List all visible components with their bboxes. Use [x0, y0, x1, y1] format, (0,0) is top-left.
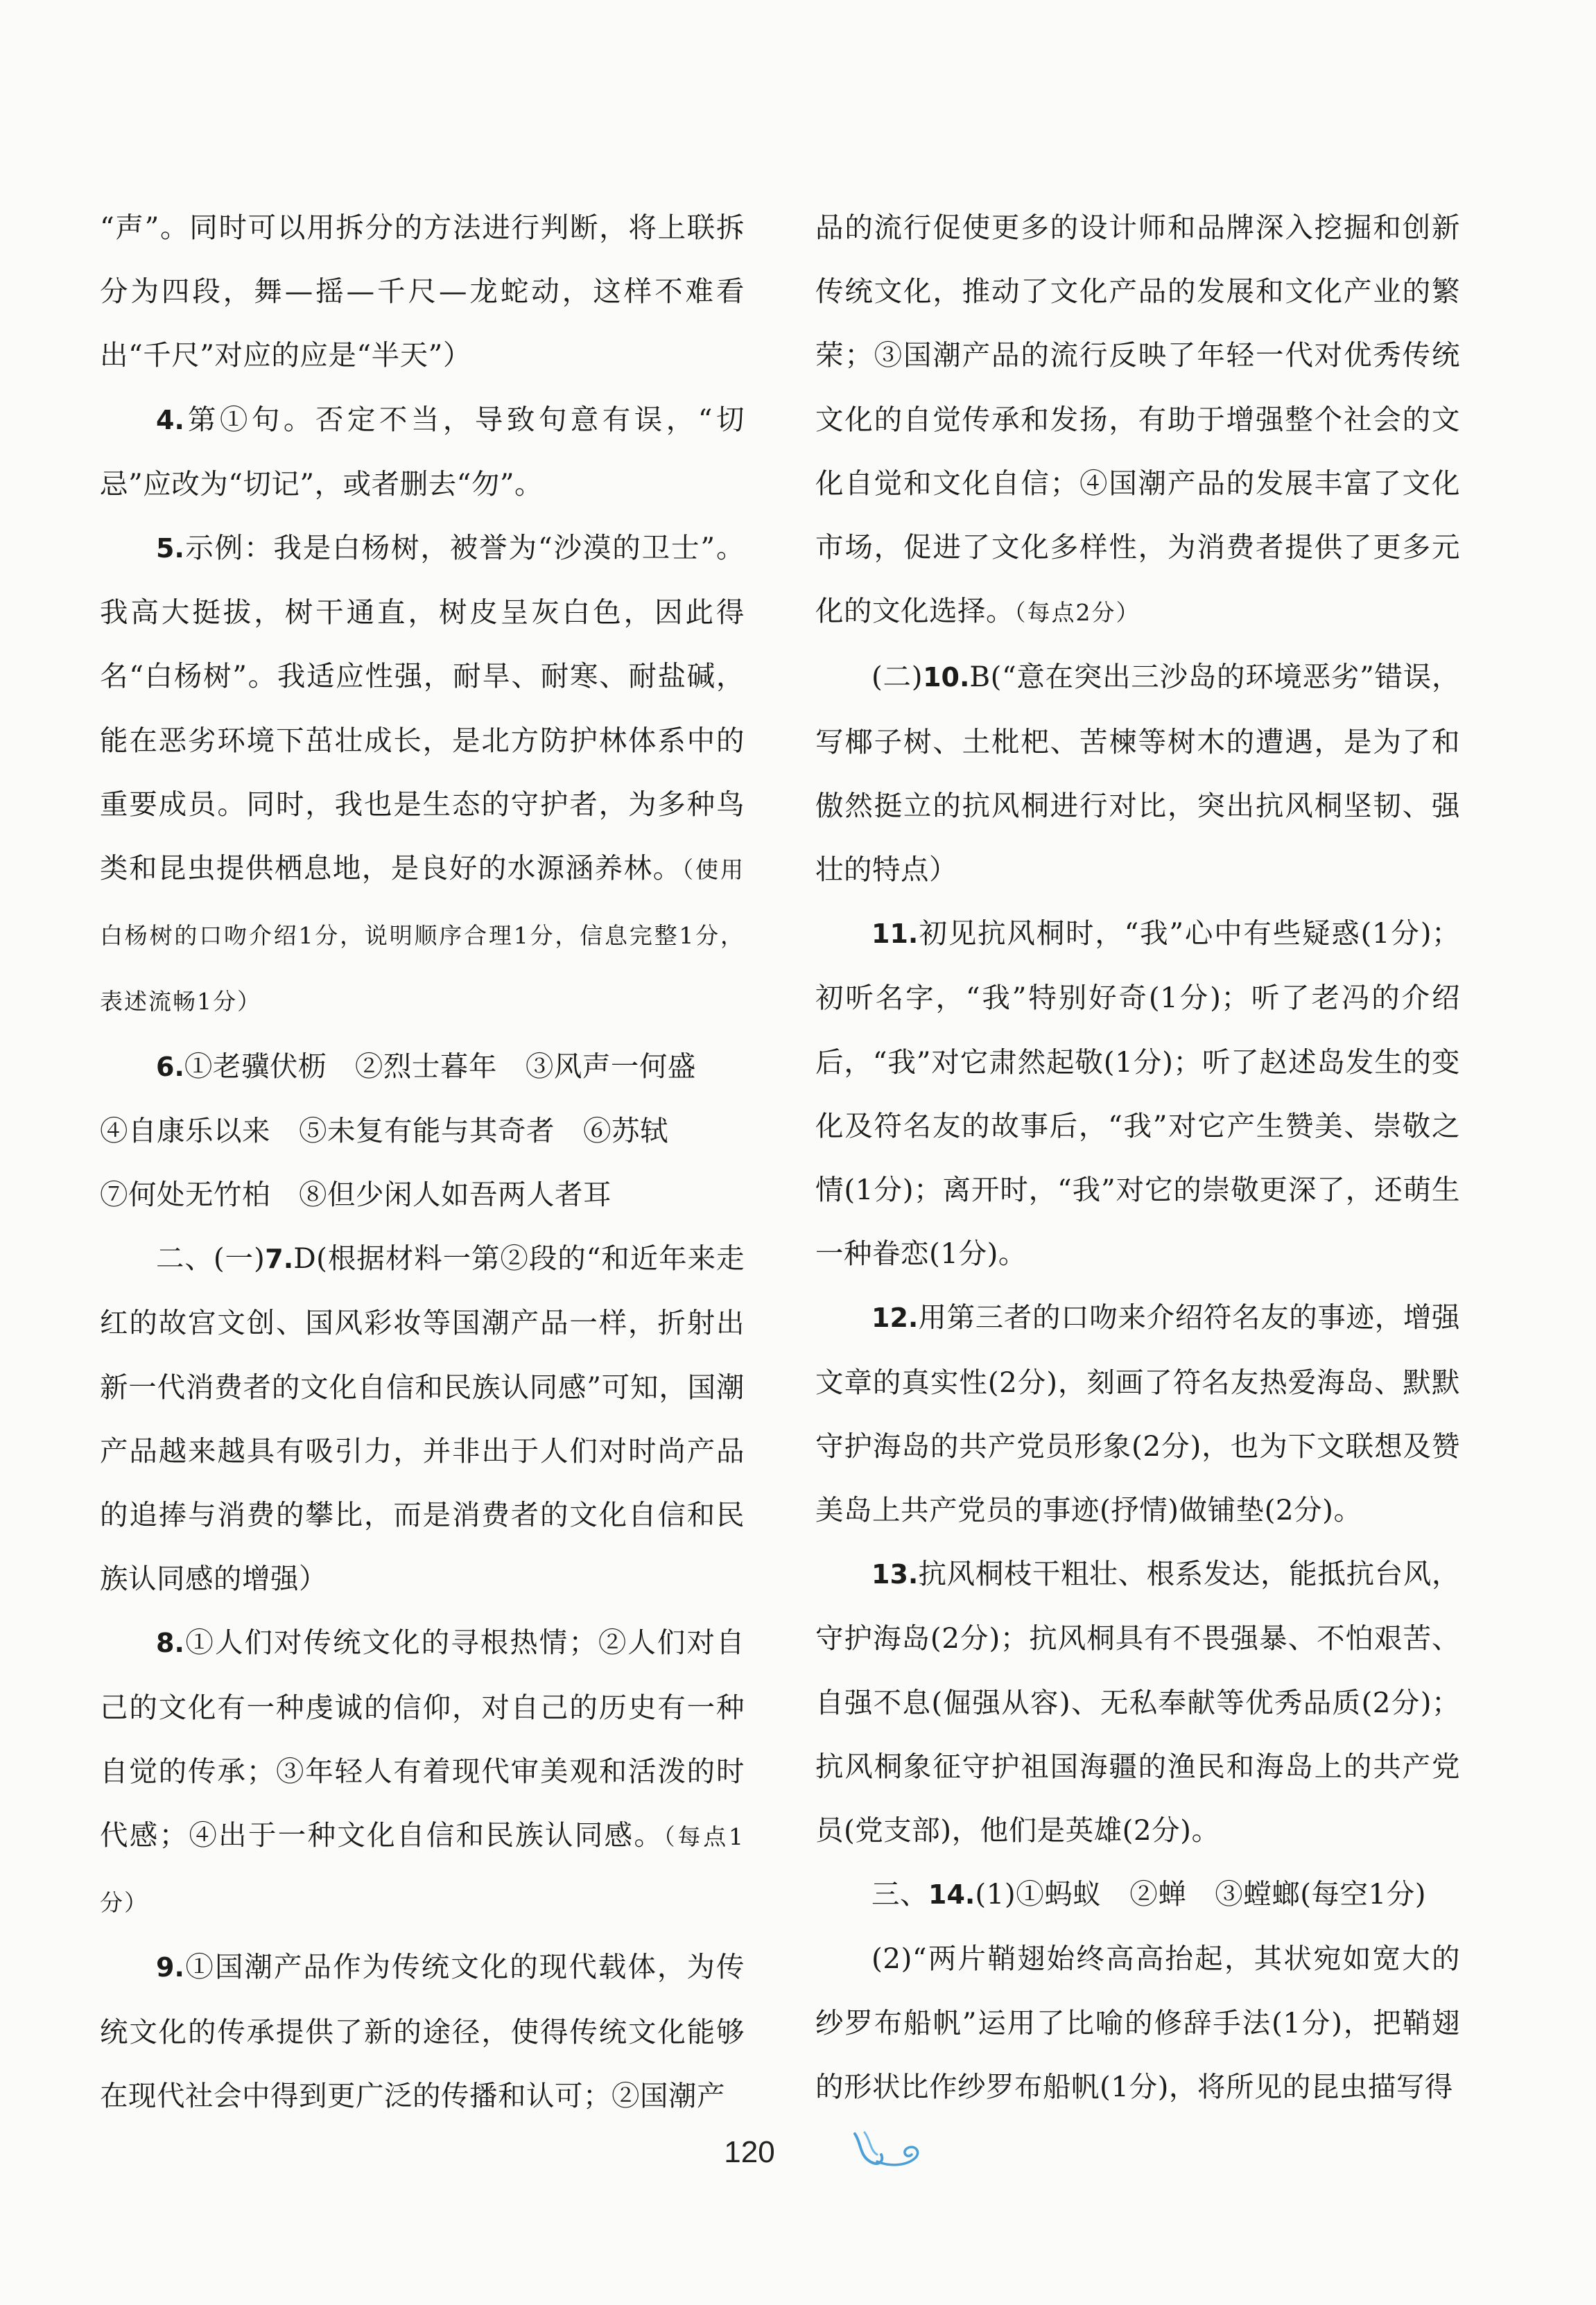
answer-14	[815, 1862, 1460, 1926]
answer-10	[815, 645, 1460, 901]
score-note: （每点2分）	[1014, 599, 1140, 627]
list-item: ⑥苏轼	[583, 1113, 668, 1147]
list-item: ⑧但少闲人如吾两人者耳	[299, 1178, 611, 1212]
answer-14-part-2: (2)“两片鞘翅始终高高抬起，其状宛如宽大的纱罗布船帆”运用了比喻的修辞手法(1分)，把鞘翅的形状比作纱罗布船帆(1分)，将所见的昆虫描写得	[815, 1942, 1460, 2103]
answer-text: 品的流行促使更多的设计师和品牌深入挖掘和创新传统文化，推动了文化产品的发展和文化产业的繁荣；③国潮产品的流行反映了年轻一代对优秀传统文化的自觉传承和发扬，有助于增强整个社会的文化自觉和文化自信；④国潮产品的发展丰富了文化市场，促进了文化多样性，为消费者提供了更多元化的文化选择。	[815, 211, 1460, 628]
list-item: ③风声一何盛	[525, 1049, 696, 1083]
question-number: 9.	[156, 1952, 184, 1983]
list-item: ④自康乐以来	[100, 1113, 270, 1147]
section-label: (二)	[871, 660, 923, 694]
question-number: 11.	[871, 919, 919, 950]
answer-text: ①人们对传统文化的寻根热情；②人们对自己的文化有一种虔诚的信仰，对自己的历史有一种自觉的传承；③年轻人有着现代审美观和活泼的时代感；④出于一种文化自信和民族认同感。	[100, 1626, 745, 1852]
answer-12	[815, 1285, 1460, 1542]
question-number: 4.	[156, 404, 184, 435]
page-number-text: 120	[724, 2135, 775, 2169]
question-number: 13.	[871, 1559, 919, 1590]
answer-6-row-2	[100, 1099, 745, 1163]
list-item: ⑤未复有能与其奇者	[299, 1113, 555, 1147]
answer-7	[100, 1226, 745, 1610]
swirl-flourish-icon	[849, 2130, 926, 2168]
answer-text: D(根据材料一第②段的“和近年来走红的故宫文创、国风彩妆等国潮产品一样，折射出新一代消费者的文化自信和民族认同感”可知，国潮产品越来越具有吸引力，并非出于人们对时尚产品的追捧与消费的攀比，而是消费者的文化自信和民族认同感的增强）	[100, 1242, 745, 1596]
answer-13	[815, 1542, 1460, 1862]
answer-text: ①国潮产品作为传统文化的现代载体，为传统文化的传承提供了新的途径，使得传统文化能够在现代社会中得到更广泛的传播和认可；②国潮产	[100, 1950, 745, 2112]
list-item: ②烈士暮年	[354, 1049, 497, 1083]
page-number	[0, 2135, 1596, 2170]
answer-text: 初见抗风桐时，“我”心中有些疑惑(1分)；初听名字，“我”特别好奇(1分)；听了老冯的介绍后，“我”对它肃然起敬(1分)；听了赵述岛发生的变化及符名友的故事后，“我”对它产生赞美、崇敬之情(1分)；离开时，“我”对它的崇敬更深了，还萌生一种眷恋(1分)。	[815, 916, 1460, 1271]
answer-text: 示例：我是白杨树，被誉为“沙漠的卫士”。我高大挺拔，树干通直，树皮呈灰白色，因此得名“白杨树”。我适应性强，耐旱、耐寒、耐盐碱，能在恶劣环境下茁壮成长，是北方防护林体系中的重要成员。同时，我也是生态的守护者，为多种鸟类和昆虫提供栖息地，是良好的水源涵养林。	[100, 531, 745, 885]
answer-text: 抗风桐枝干粗壮、根系发达，能抵抗台风，守护海岛(2分)；抗风桐具有不畏强暴、不怕艰苦、自强不息(倔强从容)、无私奉献等优秀品质(2分)；抗风桐象征守护祖国海疆的渔民和海岛上的共产党员(党支部)，他们是英雄(2分)。	[815, 1557, 1460, 1847]
question-number: 14.	[928, 1879, 975, 1911]
answer-6-row-3	[100, 1163, 745, 1226]
question-number: 12.	[871, 1303, 919, 1334]
right-column	[815, 195, 1460, 2119]
answer-text: 用第三者的口吻来介绍符名友的事迹，增强文章的真实性(2分)，刻画了符名友热爱海岛、默默守护海岛的共产党员形象(2分)，也为下文联想及赞美岛上共产党员的事迹(抒情)做铺垫(2分)。	[815, 1301, 1460, 1527]
answer-8	[100, 1610, 745, 1935]
left-continuation-paragraph: “声”。同时可以用拆分的方法进行判断，将上联拆分为四段，舞—摇—千尺—龙蛇动，这样不难看出“千尺”对应的应是“半天”）	[100, 211, 745, 372]
question-number: 8.	[156, 1628, 184, 1659]
answer-5	[100, 516, 745, 1034]
answer-6	[100, 1034, 745, 1099]
question-number: 5.	[156, 533, 184, 564]
answer-4	[100, 388, 745, 516]
question-number: 6.	[156, 1051, 184, 1082]
question-number: 7.	[265, 1244, 294, 1275]
left-column	[100, 195, 745, 2128]
answer-text: 第①句。否定不当，导致句意有误，“切忌”应改为“切记”，或者删去“勿”。	[100, 402, 745, 501]
score-note: （每点1分）	[100, 1823, 745, 1917]
list-item: ⑦何处无竹柏	[100, 1178, 270, 1212]
list-item: ①老骥伏枥	[184, 1049, 327, 1083]
answer-11	[815, 901, 1460, 1285]
answer-text: (1)①蚂蚁 ②蝉 ③螳螂(每空1分)	[975, 1877, 1427, 1911]
question-number: 10.	[923, 662, 970, 693]
score-note: （使用白杨树的口吻介绍1分，说明顺序合理1分，信息完整1分，表述流畅1分）	[100, 856, 745, 1016]
answer-text: B(“意在突出三沙岛的环境恶劣”错误，写椰子树、土枇杷、苦楝等树木的遭遇，是为了和傲然挺立的抗风桐进行对比，突出抗风桐坚韧、强壮的特点）	[815, 660, 1460, 887]
right-continuation-paragraph	[815, 195, 1460, 645]
section-label: 三、	[871, 1877, 928, 1911]
section-label: 二、(一)	[156, 1242, 266, 1276]
answer-9	[100, 1935, 745, 2128]
